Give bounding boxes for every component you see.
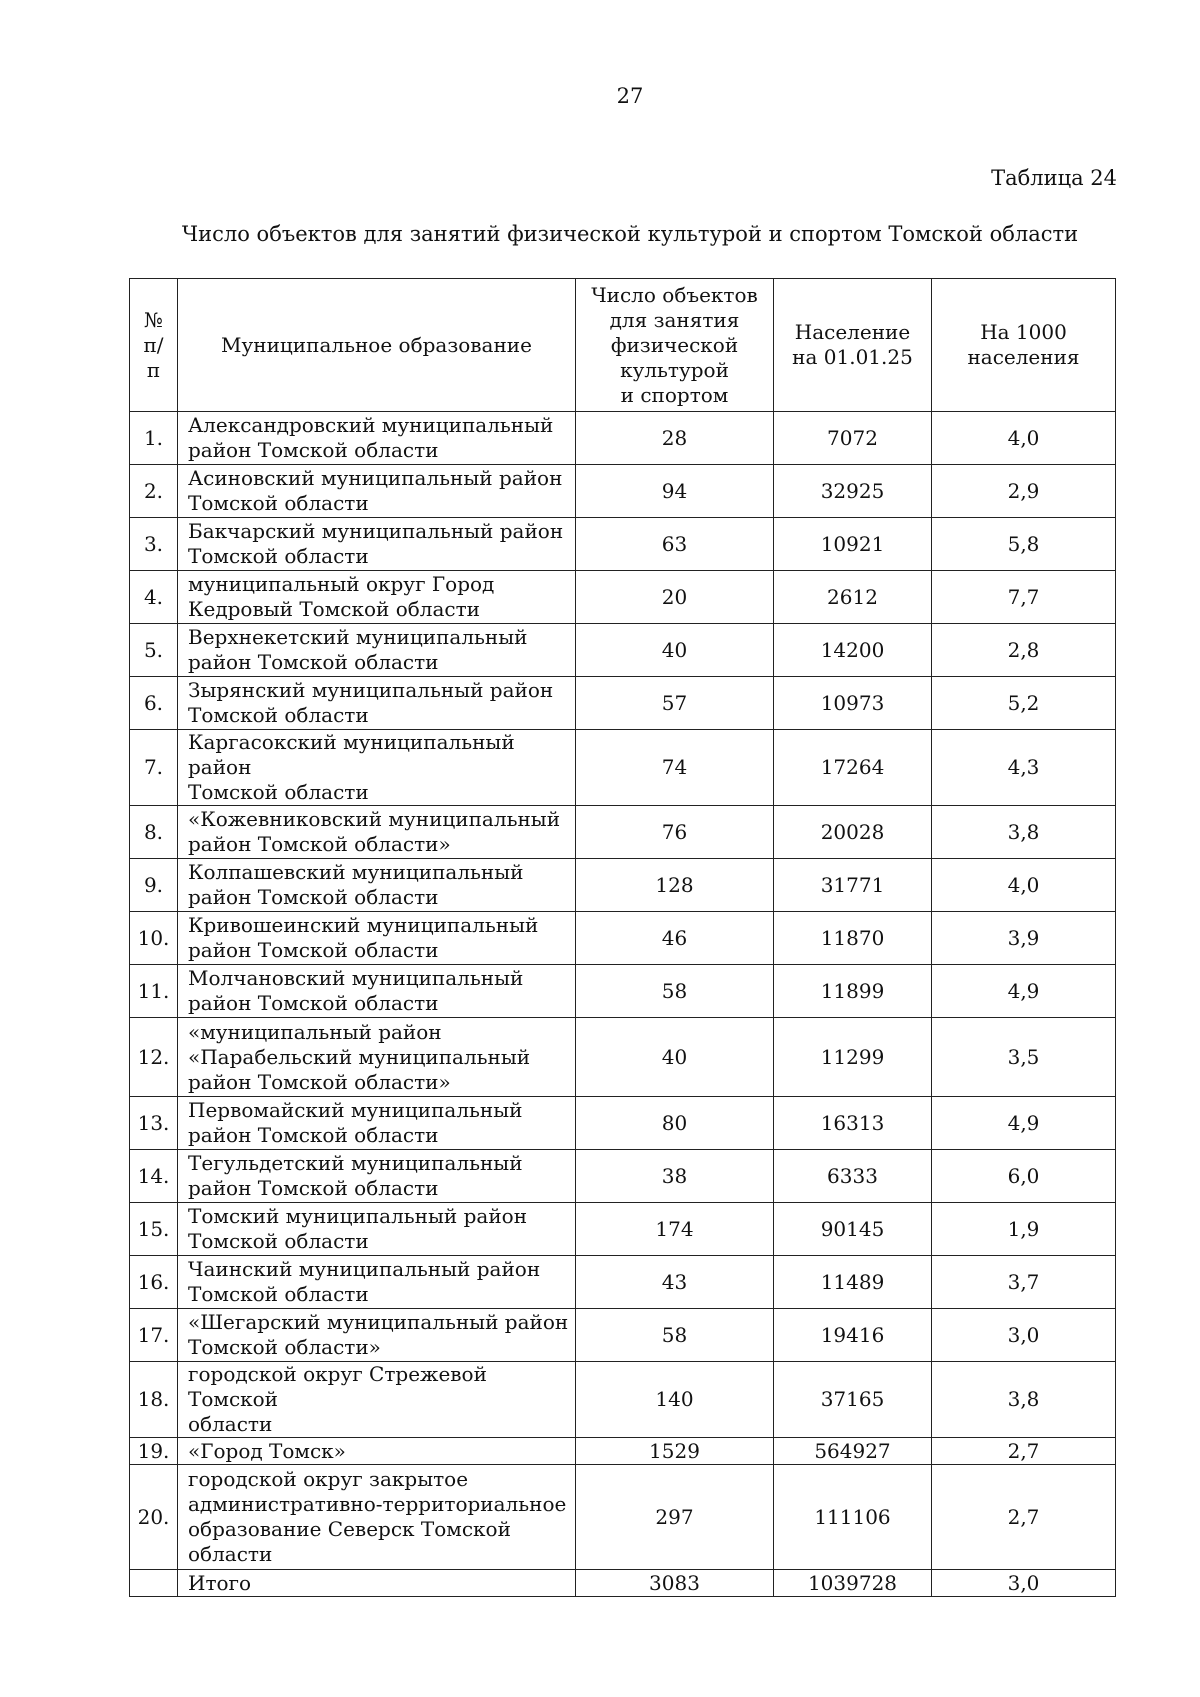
table-row	[130, 1465, 1116, 1570]
table-row	[130, 1362, 1116, 1438]
table-row	[130, 465, 1116, 518]
table-row	[130, 1150, 1116, 1203]
cell-per-1000: 4,9	[932, 1097, 1116, 1150]
cell-num: 13.	[130, 1097, 178, 1150]
cell-num: 10.	[130, 912, 178, 965]
cell-population: 10973	[774, 677, 932, 730]
cell-num: 6.	[130, 677, 178, 730]
table-row	[130, 730, 1116, 806]
cell-objects: 43	[576, 1256, 774, 1309]
cell-name: Кривошеинский муниципальный район Томской области	[178, 912, 576, 965]
cell-num: 1.	[130, 412, 178, 465]
cell-name: «Город Томск»	[178, 1438, 576, 1465]
cell-name: Асиновский муниципальный район Томской области	[178, 465, 576, 518]
cell-name: Колпашевский муниципальный район Томской области	[178, 859, 576, 912]
cell-objects: 76	[576, 806, 774, 859]
cell-per-1000: 3,0	[932, 1309, 1116, 1362]
cell-objects: 128	[576, 859, 774, 912]
cell-num: 20.	[130, 1465, 178, 1570]
table-body	[130, 412, 1116, 1597]
cell-per-1000: 2,9	[932, 465, 1116, 518]
cell-per-1000: 3,8	[932, 806, 1116, 859]
cell-population: 564927	[774, 1438, 932, 1465]
cell-name: Тегульдетский муниципальный район Томской области	[178, 1150, 576, 1203]
cell-population: 16313	[774, 1097, 932, 1150]
cell-objects: 46	[576, 912, 774, 965]
cell-population: 6333	[774, 1150, 932, 1203]
header-objects: Число объектов для занятия физической культурой и спортом	[576, 279, 774, 412]
cell-name: «муниципальный район «Парабельский муниципальный район Томской области»	[178, 1018, 576, 1097]
cell-objects: 20	[576, 571, 774, 624]
cell-per-1000: 3,5	[932, 1018, 1116, 1097]
cell-num: 15.	[130, 1203, 178, 1256]
cell-objects: 38	[576, 1150, 774, 1203]
table-row	[130, 677, 1116, 730]
cell-objects: 1529	[576, 1438, 774, 1465]
cell-name: городской округ Стрежевой Томской области	[178, 1362, 576, 1438]
cell-per-1000: 4,0	[932, 412, 1116, 465]
cell-num: 7.	[130, 730, 178, 806]
cell-per-1000: 1,9	[932, 1203, 1116, 1256]
cell-name: «Кожевниковский муниципальный район Томской области»	[178, 806, 576, 859]
cell-objects: 58	[576, 1309, 774, 1362]
cell-objects: 63	[576, 518, 774, 571]
cell-per-1000: 3,9	[932, 912, 1116, 965]
table-row	[130, 912, 1116, 965]
header-num: № п/ п	[130, 279, 178, 412]
table-row	[130, 1097, 1116, 1150]
cell-num: 17.	[130, 1309, 178, 1362]
cell-num: 19.	[130, 1438, 178, 1465]
cell-population: 11299	[774, 1018, 932, 1097]
cell-objects: 140	[576, 1362, 774, 1438]
cell-name: Верхнекетский муниципальный район Томской области	[178, 624, 576, 677]
cell-num: 14.	[130, 1150, 178, 1203]
cell-name: Первомайский муниципальный район Томской области	[178, 1097, 576, 1150]
cell-name: городской округ закрытое административно-территориальное образование Северск Томской области	[178, 1465, 576, 1570]
data-table	[129, 278, 1116, 1597]
cell-name: Молчановский муниципальный район Томской области	[178, 965, 576, 1018]
cell-population: 2612	[774, 571, 932, 624]
cell-population: 11899	[774, 965, 932, 1018]
table-row	[130, 1309, 1116, 1362]
table-row	[130, 1203, 1116, 1256]
cell-num: 16.	[130, 1256, 178, 1309]
cell-per-1000: 4,9	[932, 965, 1116, 1018]
cell-population: 90145	[774, 1203, 932, 1256]
header-municipality: Муниципальное образование	[178, 279, 576, 412]
cell-objects: 40	[576, 1018, 774, 1097]
cell-num: 4.	[130, 571, 178, 624]
cell-population: 11489	[774, 1256, 932, 1309]
cell-num: 11.	[130, 965, 178, 1018]
cell-population: 1039728	[774, 1570, 932, 1597]
cell-per-1000: 2,7	[932, 1438, 1116, 1465]
cell-per-1000: 4,0	[932, 859, 1116, 912]
table-label: Таблица 24	[991, 166, 1117, 190]
cell-per-1000: 5,8	[932, 518, 1116, 571]
cell-population: 17264	[774, 730, 932, 806]
cell-name: муниципальный округ Город Кедровый Томской области	[178, 571, 576, 624]
cell-per-1000: 6,0	[932, 1150, 1116, 1203]
cell-objects: 28	[576, 412, 774, 465]
cell-num	[130, 1570, 178, 1597]
header-population: Население на 01.01.25	[774, 279, 932, 412]
cell-objects: 80	[576, 1097, 774, 1150]
cell-population: 37165	[774, 1362, 932, 1438]
cell-per-1000: 4,3	[932, 730, 1116, 806]
cell-num: 5.	[130, 624, 178, 677]
cell-population: 10921	[774, 518, 932, 571]
table-row	[130, 571, 1116, 624]
cell-population: 7072	[774, 412, 932, 465]
cell-objects: 40	[576, 624, 774, 677]
table-row	[130, 1438, 1116, 1465]
cell-population: 32925	[774, 465, 932, 518]
cell-per-1000: 5,2	[932, 677, 1116, 730]
cell-num: 9.	[130, 859, 178, 912]
cell-name: «Шегарский муниципальный район Томской области»	[178, 1309, 576, 1362]
cell-per-1000: 3,8	[932, 1362, 1116, 1438]
cell-objects: 57	[576, 677, 774, 730]
table-row	[130, 624, 1116, 677]
table-row	[130, 518, 1116, 571]
cell-population: 14200	[774, 624, 932, 677]
cell-population: 11870	[774, 912, 932, 965]
cell-per-1000: 3,0	[932, 1570, 1116, 1597]
cell-name: Зырянский муниципальный район Томской области	[178, 677, 576, 730]
cell-population: 31771	[774, 859, 932, 912]
cell-objects: 58	[576, 965, 774, 1018]
cell-num: 2.	[130, 465, 178, 518]
cell-population: 111106	[774, 1465, 932, 1570]
cell-population: 19416	[774, 1309, 932, 1362]
table-row	[130, 965, 1116, 1018]
cell-num: 12.	[130, 1018, 178, 1097]
cell-population: 20028	[774, 806, 932, 859]
cell-name: Томский муниципальный район Томской области	[178, 1203, 576, 1256]
header-row	[130, 279, 1116, 412]
cell-num: 3.	[130, 518, 178, 571]
cell-objects: 74	[576, 730, 774, 806]
cell-per-1000: 3,7	[932, 1256, 1116, 1309]
cell-per-1000: 2,7	[932, 1465, 1116, 1570]
cell-objects: 174	[576, 1203, 774, 1256]
table-row	[130, 859, 1116, 912]
cell-num: 8.	[130, 806, 178, 859]
table-row	[130, 412, 1116, 465]
cell-name: Чаинский муниципальный район Томской области	[178, 1256, 576, 1309]
cell-per-1000: 2,8	[932, 624, 1116, 677]
total-row	[130, 1570, 1116, 1597]
cell-objects: 94	[576, 465, 774, 518]
cell-objects: 3083	[576, 1570, 774, 1597]
table-title: Число объектов для занятий физической культурой и спортом Томской области	[181, 222, 1079, 246]
cell-name: Бакчарский муниципальный район Томской области	[178, 518, 576, 571]
cell-name: Итого	[178, 1570, 576, 1597]
header-per-1000: На 1000 населения	[932, 279, 1116, 412]
cell-name: Александровский муниципальный район Томской области	[178, 412, 576, 465]
cell-num: 18.	[130, 1362, 178, 1438]
cell-per-1000: 7,7	[932, 571, 1116, 624]
cell-objects: 297	[576, 1465, 774, 1570]
table-row	[130, 806, 1116, 859]
table-row	[130, 1018, 1116, 1097]
cell-name: Каргасокский муниципальный район Томской области	[178, 730, 576, 806]
page-number: 27	[616, 84, 644, 108]
table-row	[130, 1256, 1116, 1309]
